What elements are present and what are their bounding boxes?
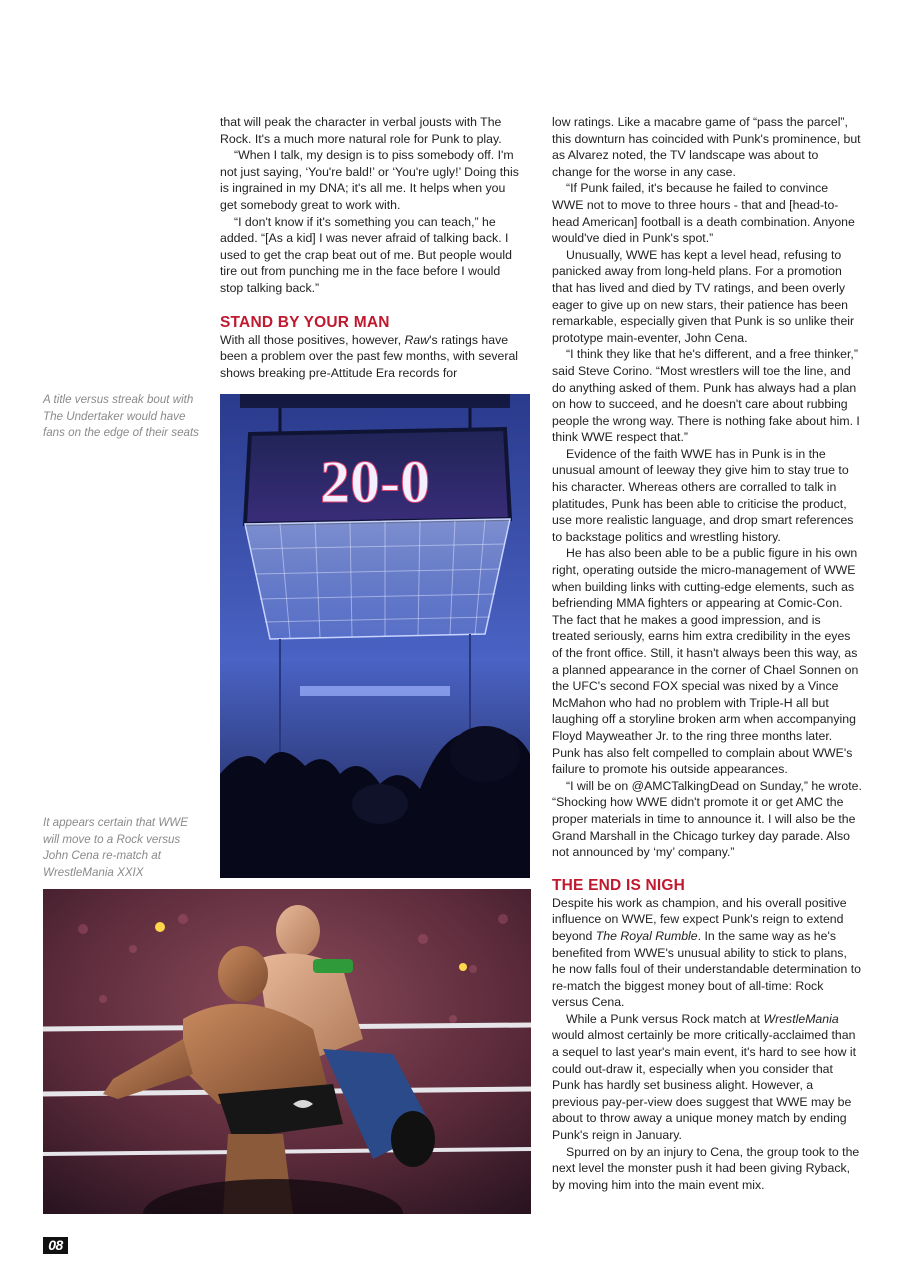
- section-heading-stand-by-your-man: STAND BY YOUR MAN: [220, 313, 390, 331]
- page-number: 08: [43, 1237, 68, 1254]
- photo-caption-undertaker: A title versus streak bout with The Undertaker would have fans on the edge of their seats: [43, 393, 199, 439]
- paragraph: While a Punk versus Rock match at WrestleMania would almost certainly be more critically-acclaimed than a sequel to last year's main event, it's hard to see how it could out-draw it, especially when you consider that Punk has hardly set business alight. However, a previous pay-per-view does suggest that WWE may be about to throw away a unique money match by ending Punk's reign in January.: [552, 1011, 857, 1143]
- screen-score-text: 20-0: [320, 449, 430, 515]
- paragraph: “If Punk failed, it's because he failed to convince WWE not to move to three hours - that and [head-to-head American] football is a death combination. Anyone would've died in Punk's spot.”: [552, 181, 855, 246]
- article-column-middle: [220, 114, 522, 381]
- paragraph: that will peak the character in verbal jousts with The Rock. It's a much more natural role for Punk to play.: [220, 115, 502, 146]
- paragraph: low ratings. Like a macabre game of “pass the parcel”, this downturn has coincided with Punk's prominence, but as Alvarez noted, the TV landscape was about to change for the worse in any case.: [552, 115, 861, 179]
- paragraph: “I think they like that he's different, and a free thinker,” said Steve Corino. “Most wrestlers will toe the line, and do anything asked of them. Punk has always had a plan on how to succeed, and he doesn't care about rubbing people the wrong way. There is nothing fake about him. I think WWE respect that.”: [552, 347, 860, 445]
- paragraph: He has also been able to be a public figure in his own right, operating outside the micro-management of WWE when building links with cutting-edge elements, such as befriending MMA fighters or appearing at Comic-Con. The fact that he makes a good impression, and is treated seriously, earns him extra credibility in the eyes of the front office. Still, it hasn't always been this way, as a planned appearance in the corner of Chael Sonnen on the UFC's second FOX special was nixed by a Vince McMahon who had no problem with Triple-H all but laughing off a storyline broken arm when accompanying Floyd Mayweather Jr. to the ring three months later. Punk has also felt compelled to complain about WWE's failure to promote his outside appearances.: [552, 546, 859, 777]
- paragraph: With all those positives, however, Raw's ratings have been a problem over the past few months, with several shows breaking pre-Attitude Era records for: [220, 332, 519, 380]
- paragraph: “I don't know if it's something you can teach,” he added. “[As a kid] I was never afraid of talking back. I used to get the crap beat out of me. But people would tire out from punching me in the face before I would stop talking back.”: [220, 214, 512, 295]
- paragraph: Despite his work as champion, and his overall positive influence on WWE, few expect Punk's reign to extend beyond The Royal Rumble. In the same way as he's benefited from WWE's unusual ability to stick to plans, he now falls foul of their understandable determination to re-match the biggest money bout of all-time: Rock versus Cena.: [552, 895, 861, 1010]
- paragraph: “When I talk, my design is to piss somebody off. I'm not just saying, ‘You're bald!’ or ‘You're ugly!’ Doing this is ingrained in my DNA; it's all me. It helps when you get somebody great to work with.: [220, 148, 519, 212]
- paragraph: Spurred on by an injury to Cena, the group took to the next level the monster push it had been giving Ryback, by moving him into the main event mix.: [552, 1144, 860, 1192]
- paragraph: Unusually, WWE has kept a level head, refusing to panicked away from long-held plans. For a promotion that has lived and died by TV ratings, and been overly eager to give up on new stars, their patience has been remarkable, especially given that Punk is so unlike their prototype main-eventer, John Cena.: [552, 247, 855, 345]
- article-column-right: [552, 114, 862, 1193]
- photo-hell-in-a-cell-20-0: [220, 394, 530, 878]
- section-heading-the-end-is-nigh: THE END IS NIGH: [552, 876, 686, 894]
- paragraph: Evidence of the faith WWE has in Punk is in the unusual amount of leeway they give him to stay true to his character. Whereas others are corralled to talk in platitudes, Punk has been able to criticise the product, use more realistic language, and drop smart references to backstage politics and wrestling history.: [552, 446, 854, 544]
- photo-caption-rock-cena: It appears certain that WWE will move to a Rock versus John Cena re-match at WrestleMania XXIX: [43, 816, 188, 879]
- photo-rock-versus-cena: [43, 889, 531, 1214]
- paragraph: “I will be on @AMCTalkingDead on Sunday,” he wrote. “Shocking how WWE didn't promote it or get AMC the proper materials in time to announce it. I will also be the Grand Marshall in the Chicago turkey day parade. Also not announced by ‘my’ company.”: [552, 778, 862, 860]
